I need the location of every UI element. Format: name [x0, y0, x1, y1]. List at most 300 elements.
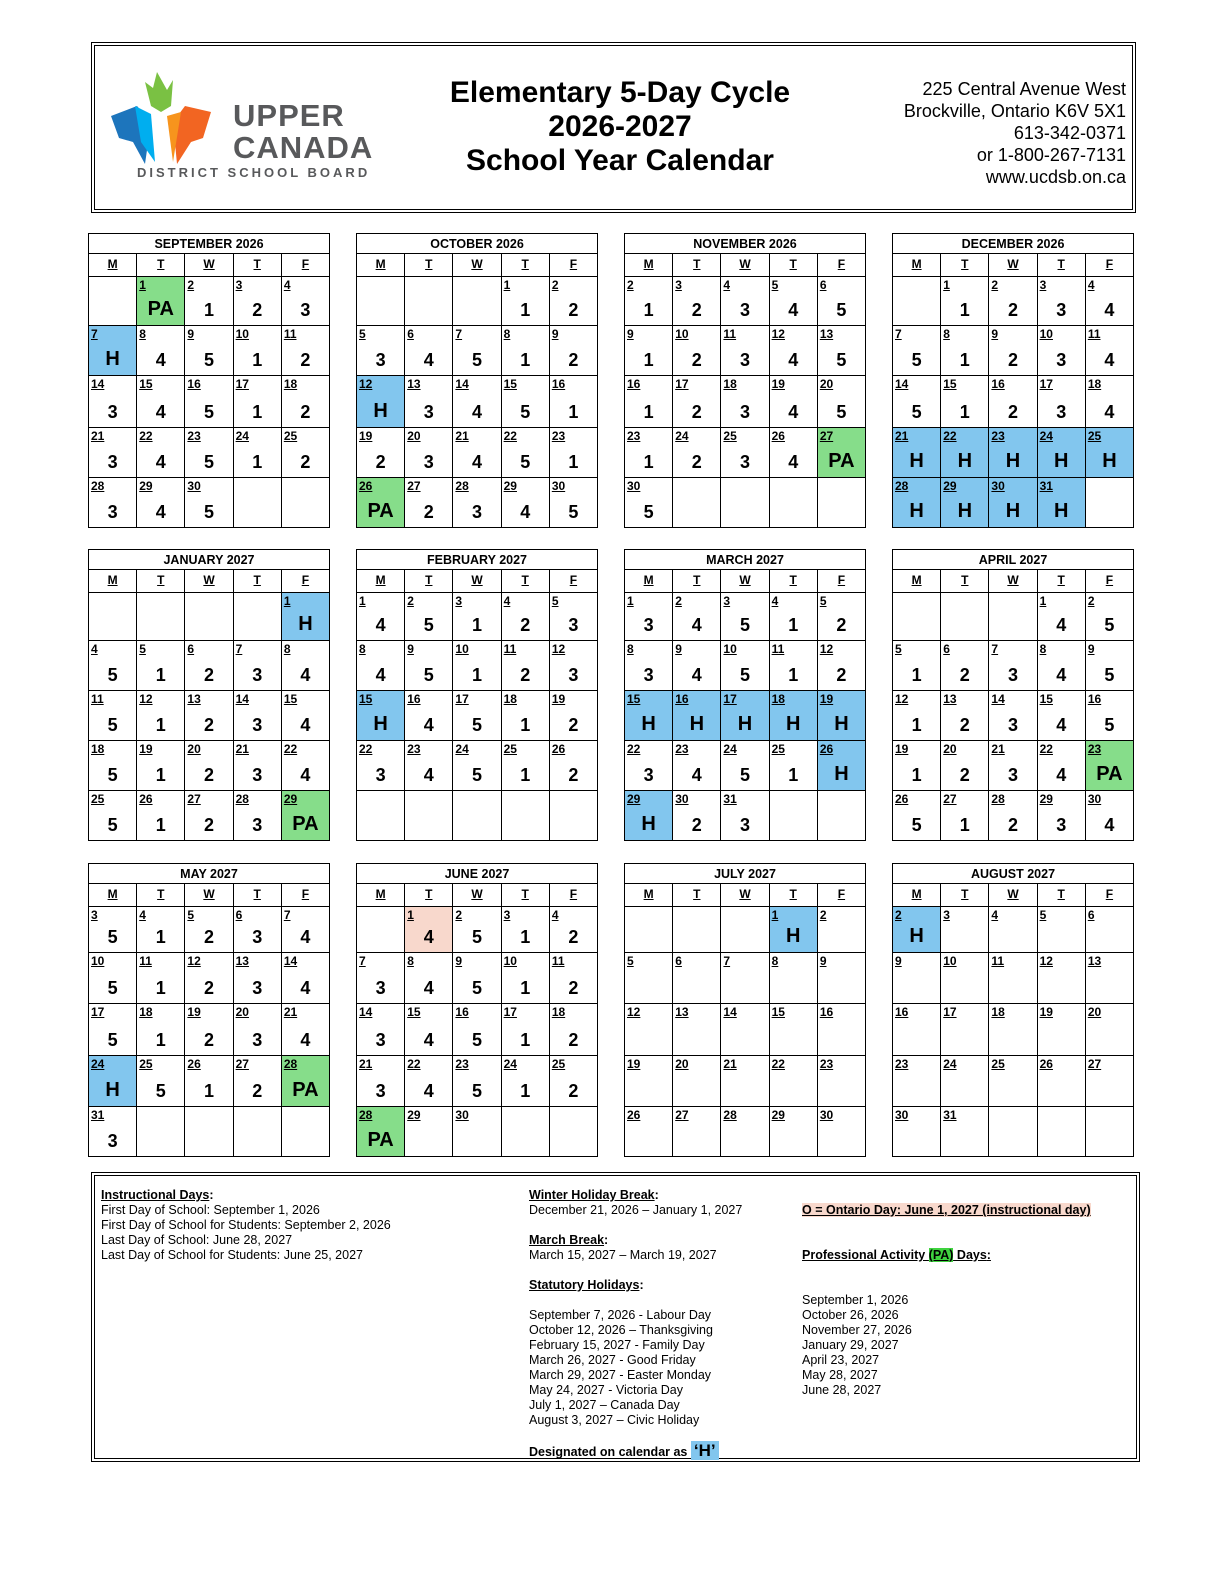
day-cell [625, 641, 673, 690]
month-november-2026 [624, 233, 866, 528]
cycle-day: 4 [472, 452, 483, 472]
cycle-day: H [1053, 450, 1069, 472]
date-number: 8 [139, 327, 146, 341]
cycle-day: 2 [691, 452, 702, 472]
day-cell [453, 593, 501, 640]
holiday-day-cell [770, 691, 818, 740]
date-number: 5 [627, 954, 634, 968]
cycle-day: H [957, 500, 973, 522]
date-number: 21 [283, 1005, 298, 1019]
empty-day-cell [185, 1107, 233, 1156]
week-row [89, 1107, 329, 1156]
cycle-day: H [373, 400, 388, 422]
cycle-day: 5 [472, 765, 483, 785]
cycle-day: 2 [204, 815, 215, 835]
weekday-label: T [502, 884, 550, 906]
day-cell [893, 1107, 941, 1156]
cycle-day: 2 [300, 350, 311, 370]
day-cell [137, 1004, 185, 1055]
holiday-day-cell [1038, 478, 1086, 527]
date-number: 12 [359, 377, 373, 391]
day-cell [282, 691, 329, 740]
day-cell [137, 428, 185, 477]
week-row [893, 1004, 1133, 1056]
date-number: 27 [187, 792, 201, 806]
day-cell [721, 741, 769, 790]
date-number: 29 [1039, 792, 1053, 806]
day-cell [625, 376, 673, 427]
holiday-day-cell [1038, 428, 1086, 477]
date-number: 10 [723, 642, 737, 656]
day-cell [234, 741, 282, 790]
date-number: 2 [1087, 594, 1095, 608]
date-number: 17 [91, 1005, 105, 1019]
day-cell [453, 428, 501, 477]
weekday-label: W [721, 884, 769, 906]
date-number: 6 [407, 327, 414, 341]
day-cell [721, 1004, 769, 1055]
date-number: 25 [551, 1057, 566, 1071]
date-number: 4 [503, 594, 511, 608]
cycle-day: 2 [204, 765, 215, 785]
cycle-day: 3 [1056, 300, 1067, 320]
day-cell [1038, 1004, 1086, 1055]
pa-day: October 26, 2026 [802, 1308, 899, 1322]
date-number: 22 [1039, 742, 1053, 756]
date-number: 23 [1087, 742, 1102, 756]
day-cell [282, 277, 329, 325]
date-number: 2 [187, 278, 195, 292]
cycle-day: H [785, 925, 801, 947]
date-number: 13 [235, 954, 249, 968]
month-title: AUGUST 2027 [893, 864, 1133, 884]
empty-day-cell [453, 277, 501, 325]
empty-day-cell [234, 593, 282, 640]
day-cell [1086, 691, 1133, 740]
date-number: 2 [551, 278, 559, 292]
day-cell [502, 478, 550, 527]
date-number: 1 [283, 594, 291, 608]
week-row [625, 741, 865, 791]
day-cell [405, 1056, 453, 1106]
cycle-day: 4 [788, 300, 799, 320]
day-cell [721, 277, 769, 325]
weekday-label: W [185, 254, 233, 276]
week-row [893, 326, 1133, 376]
empty-day-cell [721, 478, 769, 527]
date-number: 14 [723, 1005, 737, 1019]
date-number: 8 [407, 954, 414, 968]
day-cell [673, 791, 721, 840]
date-number: 29 [627, 792, 641, 806]
weekday-label: F [569, 573, 578, 587]
cycle-day: PA [367, 500, 394, 522]
cycle-day: 5 [568, 502, 579, 522]
day-cell [818, 326, 865, 375]
day-cell [453, 1004, 501, 1055]
statutory-heading: Statutory Holidays [529, 1278, 640, 1292]
date-number: 28 [455, 479, 469, 493]
cycle-day: 1 [959, 300, 970, 320]
cycle-day: 3 [1056, 402, 1067, 422]
day-cell [502, 376, 550, 427]
ontario-day-note: O = Ontario Day: June 1, 2027 (instructional day) [802, 1203, 1091, 1217]
day-cell [989, 1004, 1037, 1055]
holiday-day-cell [893, 428, 941, 477]
day-cell [941, 1004, 989, 1055]
date-number: 25 [723, 429, 737, 443]
cycle-day: 4 [423, 350, 434, 370]
weekday-label: T [770, 570, 818, 592]
date-number: 17 [235, 377, 249, 391]
cycle-day: 5 [472, 1081, 483, 1101]
cycle-day: 4 [1056, 715, 1067, 735]
date-number: 30 [551, 479, 566, 493]
month-title: JUNE 2027 [357, 864, 597, 884]
empty-day-cell [893, 593, 941, 640]
date-number: 22 [407, 1057, 421, 1071]
day-cell [550, 1004, 597, 1055]
week-row [357, 791, 597, 840]
empty-day-cell [770, 478, 818, 527]
date-number: 10 [1039, 327, 1053, 341]
cycle-day: 2 [691, 300, 702, 320]
day-cell [550, 593, 597, 640]
date-number: 30 [627, 479, 641, 493]
cycle-day: H [105, 348, 120, 370]
weekday-label: F [301, 257, 310, 271]
date-number: 4 [283, 278, 291, 292]
day-cell [941, 791, 989, 840]
day-cell [550, 907, 597, 952]
day-cell [673, 428, 721, 477]
empty-day-cell [1038, 1107, 1086, 1156]
weekday-label: W [453, 570, 501, 592]
date-number: 29 [943, 479, 957, 493]
cycle-day: 5 [107, 927, 118, 947]
cycle-day: 4 [375, 615, 386, 635]
day-cell [502, 953, 550, 1003]
cycle-day: 4 [300, 927, 311, 947]
date-number: 29 [139, 479, 153, 493]
day-cell [721, 428, 769, 477]
month-title: OCTOBER 2026 [357, 234, 597, 254]
day-cell [185, 376, 233, 427]
date-number: 13 [407, 377, 421, 391]
cycle-day: H [785, 713, 801, 735]
day-cell [405, 593, 453, 640]
cycle-day: 3 [375, 765, 386, 785]
date-number: 3 [1039, 278, 1047, 292]
weekday-label: W [989, 254, 1037, 276]
date-number: 28 [283, 1057, 298, 1071]
week-row [89, 326, 329, 376]
week-row [89, 741, 329, 791]
logo-word-canada: CANADA [233, 130, 374, 165]
holiday-day-cell [282, 593, 329, 640]
cycle-day: 5 [740, 765, 751, 785]
date-number: 13 [943, 692, 957, 706]
day-cell [550, 1056, 597, 1106]
day-cell [502, 1056, 550, 1106]
empty-day-cell [550, 791, 597, 840]
cycle-day: H [909, 450, 924, 472]
date-number: 6 [819, 278, 827, 292]
day-cell [770, 593, 818, 640]
date-number: 23 [895, 1057, 909, 1071]
cycle-day: H [834, 713, 849, 735]
weekday-label: M [89, 884, 137, 906]
date-number: 2 [455, 908, 463, 922]
date-number: 8 [359, 642, 366, 656]
date-number: 18 [771, 692, 785, 706]
cycle-day: 5 [740, 665, 751, 685]
cycle-day: 3 [423, 402, 434, 422]
holiday-day-cell [989, 478, 1037, 527]
day-cell [550, 641, 597, 690]
day-cell [1038, 1056, 1086, 1106]
day-cell [818, 1107, 865, 1156]
date-number: 14 [91, 377, 105, 391]
day-cell [721, 1056, 769, 1106]
day-cell [234, 953, 282, 1003]
date-number: 30 [991, 479, 1005, 493]
cycle-day: 1 [155, 665, 166, 685]
day-cell [502, 1004, 550, 1055]
cycle-day: 3 [1008, 765, 1019, 785]
day-cell [1086, 1056, 1133, 1106]
cycle-day: 3 [740, 350, 751, 370]
day-cell [989, 641, 1037, 690]
cycle-day: 3 [252, 765, 263, 785]
date-number: 18 [1087, 377, 1102, 391]
cycle-day: 3 [252, 1030, 263, 1050]
date-number: 15 [503, 377, 517, 391]
day-cell [1086, 326, 1133, 375]
instructional-heading: Instructional Days [101, 1188, 210, 1202]
cycle-day: H [1005, 500, 1021, 522]
cycle-day: 5 [107, 1030, 118, 1050]
cycle-day: 2 [836, 665, 847, 685]
weekday-label: F [1105, 257, 1114, 271]
cycle-day: 1 [520, 1081, 531, 1101]
week-row [89, 428, 329, 478]
cycle-day: 3 [1056, 350, 1067, 370]
page-title [395, 76, 845, 178]
day-cell [405, 428, 453, 477]
cycle-day: H [909, 500, 924, 522]
cycle-day: 5 [836, 300, 847, 320]
date-number: 22 [627, 742, 641, 756]
cycle-day: 1 [472, 615, 483, 635]
date-number: 9 [455, 954, 463, 968]
date-number: 23 [407, 742, 421, 756]
date-number: 3 [91, 908, 98, 922]
date-number: 16 [895, 1005, 909, 1019]
day-cell [550, 326, 597, 375]
date-number: 17 [723, 692, 737, 706]
date-number: 1 [359, 594, 366, 608]
date-number: 4 [551, 908, 559, 922]
weekday-label: M [89, 254, 137, 276]
cycle-day: 3 [1008, 665, 1019, 685]
day-cell [550, 277, 597, 325]
holiday-day-cell [625, 791, 673, 840]
weekday-label: T [405, 254, 453, 276]
cycle-day: 3 [375, 350, 386, 370]
date-number: 15 [943, 377, 957, 391]
date-number: 24 [675, 429, 689, 443]
week-row [625, 593, 865, 641]
day-cell [137, 691, 185, 740]
day-cell [989, 953, 1037, 1003]
week-row [89, 953, 329, 1004]
statutory-line: March 29, 2027 - Easter Monday [529, 1368, 712, 1382]
date-number: 7 [455, 327, 463, 341]
website-link[interactable]: www.ucdsb.on.ca [985, 167, 1126, 187]
week-row [625, 428, 865, 478]
cycle-day: 5 [911, 815, 922, 835]
date-number: 9 [819, 954, 827, 968]
cycle-day: 1 [643, 300, 654, 320]
date-number: 24 [455, 742, 469, 756]
cycle-day: 2 [252, 1081, 263, 1101]
date-number: 31 [943, 1108, 957, 1122]
date-number: 30 [819, 1108, 834, 1122]
date-number: 4 [91, 642, 98, 656]
empty-day-cell [550, 1107, 597, 1156]
date-number: 11 [771, 642, 785, 656]
day-cell [893, 953, 941, 1003]
address-line: Brockville, Ontario K6V 5X1 [903, 101, 1126, 121]
cycle-day: 4 [788, 402, 799, 422]
day-cell [673, 641, 721, 690]
date-number: 8 [943, 327, 950, 341]
day-cell [405, 691, 453, 740]
date-number: 21 [455, 429, 469, 443]
day-cell [185, 641, 233, 690]
day-cell [137, 953, 185, 1003]
day-cell [673, 1056, 721, 1106]
holiday-day-cell [89, 1056, 137, 1106]
statutory-line: July 1, 2027 – Canada Day [529, 1398, 680, 1412]
cycle-day: 1 [788, 765, 799, 785]
date-number: 15 [407, 1005, 421, 1019]
day-cell [1038, 593, 1086, 640]
cycle-day: H [957, 450, 973, 472]
day-cell [282, 428, 329, 477]
empty-day-cell [137, 593, 185, 640]
date-number: 19 [187, 1005, 201, 1019]
date-number: 9 [551, 327, 559, 341]
week-row [357, 428, 597, 478]
date-number: 30 [1087, 792, 1102, 806]
date-number: 18 [723, 377, 737, 391]
date-number: 25 [139, 1057, 153, 1071]
day-cell [818, 277, 865, 325]
date-number: 6 [235, 908, 243, 922]
weekday-label: T [234, 884, 282, 906]
title-line-3: School Year Calendar [466, 144, 774, 177]
pa-day: January 29, 2027 [802, 1338, 899, 1352]
weekday-label: W [721, 570, 769, 592]
day-cell [502, 907, 550, 952]
cycle-day: 1 [911, 715, 922, 735]
cycle-day: 4 [155, 502, 166, 522]
weekday-header [625, 570, 865, 593]
week-row [89, 376, 329, 428]
date-number: 7 [235, 642, 243, 656]
date-number: 18 [91, 742, 105, 756]
day-cell [453, 953, 501, 1003]
cycle-day: 2 [1008, 815, 1019, 835]
cycle-day: 5 [107, 978, 118, 998]
date-number: 10 [455, 642, 469, 656]
weekday-label: T [1038, 884, 1086, 906]
cycle-day: 2 [204, 978, 215, 998]
day-cell [818, 953, 865, 1003]
day-cell [1038, 791, 1086, 840]
day-cell [770, 1004, 818, 1055]
pa-day-cell [282, 1056, 329, 1106]
date-number: 16 [407, 692, 421, 706]
cycle-day: 5 [472, 1030, 483, 1050]
day-cell [185, 326, 233, 375]
day-cell [941, 691, 989, 740]
month-title: SEPTEMBER 2026 [89, 234, 329, 254]
day-cell [625, 741, 673, 790]
date-number: 3 [235, 278, 243, 292]
day-cell [625, 277, 673, 325]
day-cell [137, 791, 185, 840]
date-number: 17 [455, 692, 469, 706]
day-cell [941, 641, 989, 690]
cycle-day: 5 [1104, 615, 1115, 635]
cycle-day: 4 [300, 978, 311, 998]
day-cell [357, 1056, 405, 1106]
holiday-day-cell [893, 478, 941, 527]
day-cell [282, 953, 329, 1003]
holiday-day-cell [770, 907, 818, 952]
cycle-day: H [1102, 450, 1117, 472]
cycle-day: 2 [423, 502, 434, 522]
statutory-line: October 12, 2026 – Thanksgiving [529, 1323, 713, 1337]
day-cell [185, 277, 233, 325]
cycle-day: 3 [375, 978, 386, 998]
empty-day-cell [893, 277, 941, 325]
month-title: JULY 2027 [625, 864, 865, 884]
date-number: 29 [407, 1108, 421, 1122]
day-cell [818, 1056, 865, 1106]
cycle-day: 2 [568, 1030, 579, 1050]
date-number: 4 [723, 278, 731, 292]
holiday-day-cell [941, 428, 989, 477]
date-number: 26 [895, 792, 909, 806]
cycle-day: 4 [300, 715, 311, 735]
weekday-label: T [137, 884, 185, 906]
day-cell [989, 741, 1037, 790]
weekday-label: T [1038, 570, 1086, 592]
empty-day-cell [89, 277, 137, 325]
cycle-day: 1 [959, 402, 970, 422]
day-cell [282, 741, 329, 790]
day-cell [234, 691, 282, 740]
day-cell [405, 953, 453, 1003]
cycle-day: 2 [568, 715, 579, 735]
week-row [625, 641, 865, 691]
cycle-day: 5 [836, 350, 847, 370]
cycle-day: 4 [520, 502, 531, 522]
